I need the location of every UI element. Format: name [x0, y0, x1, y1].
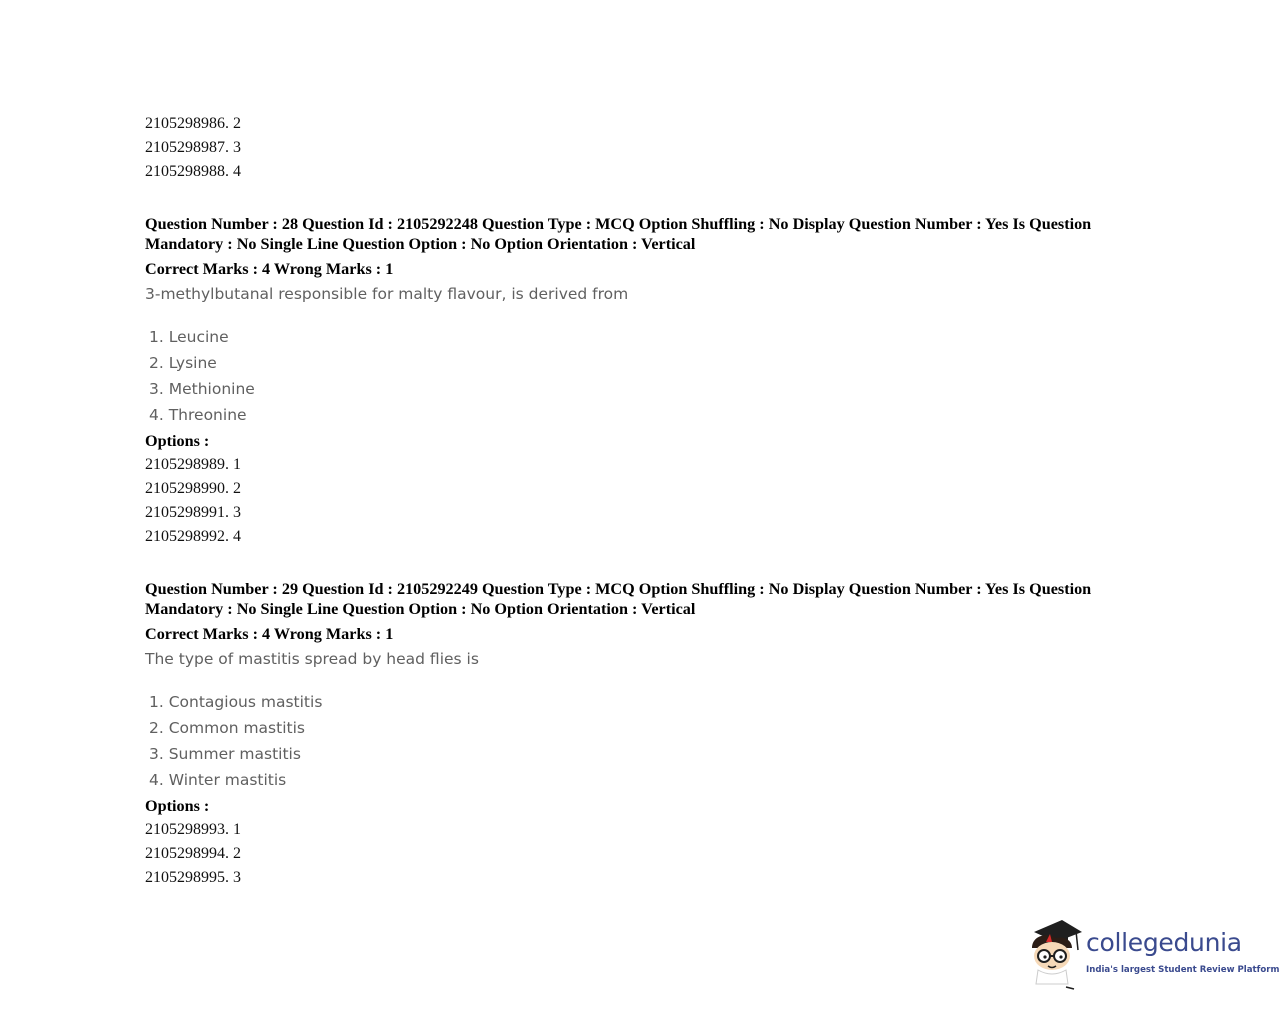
- option-id-line: 2105298989. 1: [145, 456, 241, 473]
- question-meta: Question Number : 29 Question Id : 2105292249 Question Type : MCQ Option Shuffling : No Display Question Number : Yes Is Question Mandatory : No Single Line Question Option : No Option Orientation : Vertical: [145, 580, 1092, 618]
- choice-list: [145, 324, 1105, 428]
- choice-item: 4. Winter mastitis: [149, 771, 287, 789]
- option-id-line: 2105298995. 3: [145, 869, 241, 886]
- question-meta: Question Number : 28 Question Id : 2105292248 Question Type : MCQ Option Shuffling : No Display Question Number : Yes Is Question Mandatory : No Single Line Question Option : No Option Orientation : Vertical: [145, 215, 1092, 253]
- choice-item: 3. Summer mastitis: [149, 745, 301, 763]
- option-id-line: 2105298993. 1: [145, 821, 241, 838]
- option-id-line: 2105298987. 3: [145, 139, 241, 156]
- choice-item: 4. Threonine: [149, 406, 247, 424]
- question-29: [145, 579, 1105, 890]
- options-label: Options :: [145, 797, 210, 815]
- brand-name: collegedunia: [1086, 928, 1242, 957]
- question-marks: Correct Marks : 4 Wrong Marks : 1: [145, 260, 394, 278]
- option-id-line: 2105298990. 2: [145, 480, 241, 497]
- collegedunia-logo[interactable]: [1024, 916, 1280, 990]
- option-id-list: [145, 453, 1105, 549]
- option-id-line: 2105298988. 4: [145, 163, 241, 180]
- question-text: The type of mastitis spread by head flies is: [145, 650, 479, 668]
- question-28: [145, 214, 1105, 549]
- option-id-list: [145, 818, 1105, 890]
- option-id-line: 2105298994. 2: [145, 845, 241, 862]
- choice-list: [145, 689, 1105, 793]
- question-marks: Correct Marks : 4 Wrong Marks : 1: [145, 625, 394, 643]
- options-label: Options :: [145, 432, 210, 450]
- brand-tagline: India's largest Student Review Platform: [1086, 965, 1280, 975]
- option-id-line: 2105298986. 2: [145, 115, 241, 132]
- option-id-line: 2105298991. 3: [145, 504, 241, 521]
- exam-page: [145, 112, 1105, 890]
- choice-item: 2. Common mastitis: [149, 719, 305, 737]
- option-id-line: 2105298992. 4: [145, 528, 241, 545]
- question-text: 3-methylbutanal responsible for malty flavour, is derived from: [145, 285, 629, 303]
- choice-item: 3. Methionine: [149, 380, 255, 398]
- choice-item: 2. Lysine: [149, 354, 217, 372]
- choice-item: 1. Leucine: [149, 328, 229, 346]
- choice-item: 1. Contagious mastitis: [149, 693, 323, 711]
- previous-question-options: [145, 112, 1105, 184]
- mascot-icon: [1024, 916, 1086, 990]
